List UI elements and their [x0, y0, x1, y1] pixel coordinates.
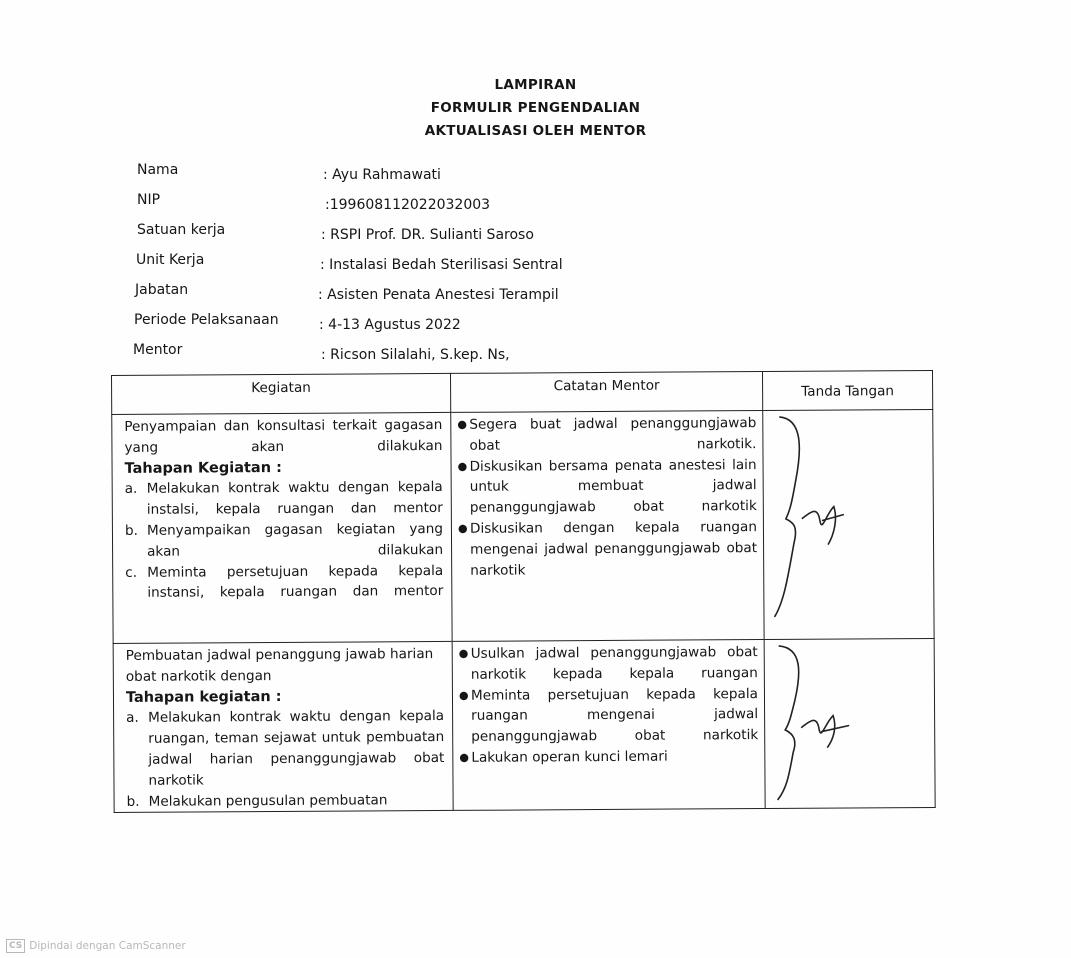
- identity-row-unit-kerja: [133, 252, 733, 282]
- identity-label: Nama: [137, 162, 179, 178]
- step-marker: a.: [124, 481, 138, 498]
- camscanner-logo-icon: CS: [6, 939, 25, 953]
- catatan-cell: [452, 640, 765, 811]
- bullet-icon: ●: [457, 459, 468, 473]
- identity-row-nip: [133, 192, 733, 222]
- bullet-icon: ●: [458, 688, 469, 702]
- signature-cell: [763, 409, 934, 639]
- stage-title: Tahapan kegiatan :: [125, 688, 282, 706]
- bullet-icon: ●: [458, 646, 469, 660]
- handwritten-signature-1: [763, 410, 934, 637]
- bullet-icon: ●: [459, 750, 469, 764]
- bullet-icon: ●: [457, 521, 468, 535]
- note-text: Segera buat jadwal penanggungjawab obat narkotik.: [469, 415, 757, 454]
- step-marker: b.: [126, 793, 140, 810]
- identity-label: NIP: [137, 192, 161, 208]
- stage-step: [126, 706, 445, 791]
- stage-title: Tahapan Kegiatan :: [124, 459, 282, 477]
- handwritten-signature-2: [765, 639, 936, 804]
- stage-step: [125, 561, 443, 605]
- doc-title-aktualisasi: AKTUALISASI OLEH MENTOR: [424, 123, 647, 139]
- identity-value: : Ayu Rahmawati: [323, 167, 441, 183]
- mentor-note: [458, 455, 757, 519]
- kegiatan-cell: [112, 412, 452, 643]
- identity-row-satuan-kerja: [133, 222, 733, 252]
- step-marker: b.: [124, 522, 138, 539]
- note-text: Lakukan operan kunci lemari: [471, 748, 668, 766]
- stage-step: [125, 477, 443, 521]
- step-marker: c.: [125, 564, 138, 581]
- mentor-note: [459, 684, 758, 748]
- identity-label: Jabatan: [135, 282, 189, 298]
- identity-value: :199608112022032003: [325, 197, 491, 213]
- note-text: Diskusikan bersama penata anestesi lain untuk membuat jadwal penanggungjawab obat narkotik: [469, 456, 757, 516]
- identity-value: : Instalasi Bedah Sterilisasi Sentral: [320, 257, 563, 273]
- kegiatan-intro: Penyampaian dan konsultasi terkait gagasan yang akan dilakukan: [124, 416, 443, 456]
- table-row: [112, 409, 934, 643]
- step-text: Melakukan pengusulan pembuatan: [148, 791, 388, 810]
- header-catatan-mentor: Catatan Mentor: [450, 372, 762, 413]
- step-text: Menyampaikan gagasan kegiatan yang akan dilakukan: [146, 520, 444, 560]
- signature-cell: [764, 638, 935, 808]
- identity-block: [133, 162, 733, 372]
- step-text: Melakukan kontrak waktu dengan kepala instalsi, kepala ruangan dan mentor: [146, 479, 443, 518]
- identity-row-nama: [133, 162, 733, 192]
- stage-step: [127, 790, 445, 813]
- identity-row-jabatan: [133, 282, 733, 312]
- note-text: Meminta persetujuan kepada kepala ruangan mengenai jadwal penanggungjawab obat narkotik: [470, 685, 759, 745]
- mentor-note: [459, 642, 758, 685]
- doc-title-formulir: FORMULIR PENGENDALIAN: [430, 100, 641, 116]
- identity-value: : 4-13 Agustus 2022: [319, 317, 461, 333]
- identity-row-periode: [133, 312, 733, 342]
- scanner-text: Dipindai dengan CamScanner: [29, 940, 186, 952]
- mentor-note: [459, 746, 758, 769]
- catatan-cell: [451, 411, 764, 642]
- note-text: Diskusikan dengan kepala ruangan mengenai jadwal penanggungjawab obat narkotik: [469, 519, 758, 579]
- mentor-note: [457, 413, 756, 456]
- doc-title-lampiran: LAMPIRAN: [494, 77, 577, 93]
- identity-label: Satuan kerja: [137, 222, 226, 238]
- stage-step: [125, 519, 443, 563]
- step-text: Meminta persetujuan kepada kepala instansi, kepala ruangan dan mentor: [147, 562, 444, 602]
- mentor-note: [458, 517, 757, 581]
- identity-label: Periode Pelaksanaan: [134, 312, 279, 328]
- control-table: [111, 370, 936, 813]
- identity-value: : Asisten Penata Anestesi Terampil: [318, 287, 559, 303]
- kegiatan-cell: [113, 641, 453, 812]
- step-text: Melakukan kontrak waktu dengan kepala ruangan, teman sejawat untuk pembuatan jadwal harian penanggungjawab obat narkotik: [148, 708, 445, 789]
- step-marker: a.: [126, 710, 139, 727]
- identity-label: Mentor: [133, 342, 183, 358]
- header-tanda-tangan: Tanda Tangan: [762, 370, 932, 410]
- note-text: Usulkan jadwal penanggungjawab obat narkotik kepada kepala ruangan: [470, 644, 758, 683]
- kegiatan-intro: Pembuatan jadwal penanggung jawab harian obat narkotik dengan: [125, 646, 434, 685]
- identity-value: : RSPI Prof. DR. Sulianti Saroso: [321, 227, 534, 243]
- scanner-watermark: [6, 939, 186, 953]
- table-row: [113, 638, 935, 812]
- identity-value: : Ricson Silalahi, S.kep. Ns,: [321, 347, 510, 363]
- identity-label: Unit Kerja: [136, 252, 205, 268]
- bullet-icon: ●: [457, 417, 467, 431]
- table-header-row: [112, 370, 933, 414]
- header-kegiatan: Kegiatan: [112, 373, 451, 414]
- identity-row-mentor: [133, 342, 733, 372]
